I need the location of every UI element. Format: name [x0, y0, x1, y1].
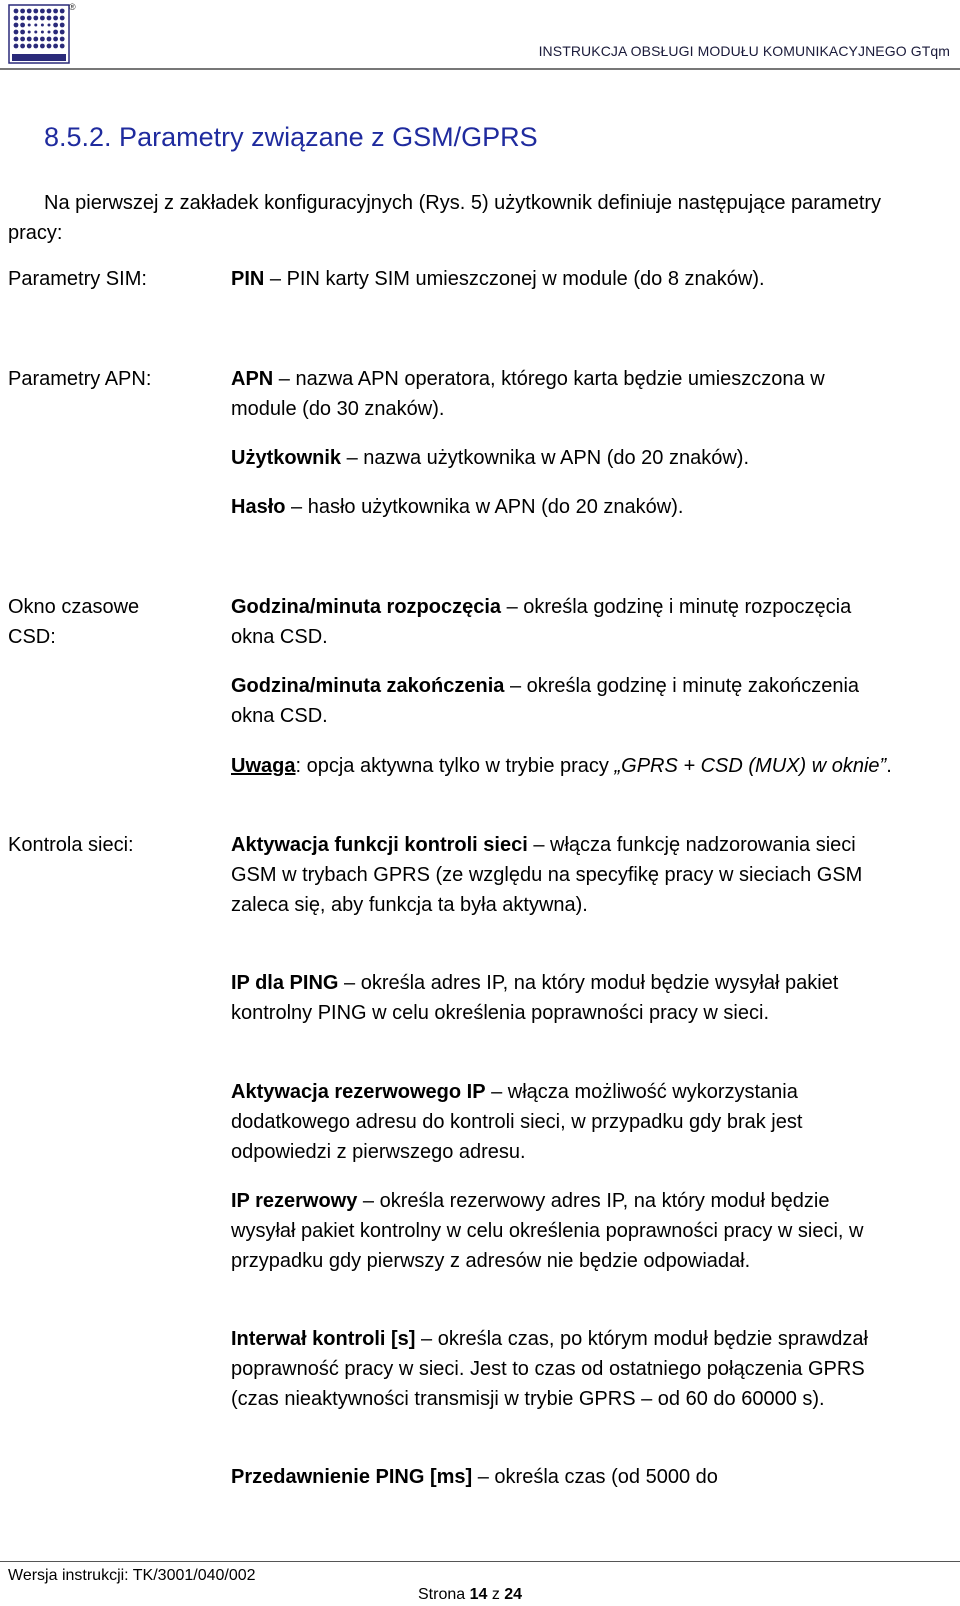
item-term: IP rezerwowy [231, 1190, 358, 1212]
backup-ip-activation-item [231, 1077, 871, 1167]
item-term: Aktywacja funkcji kontroli sieci [231, 834, 528, 856]
page-header [0, 0, 960, 72]
document-version: Wersja instrukcji: TK/3001/040/002 [8, 1567, 256, 1584]
logo-dot [60, 23, 65, 28]
logo-dot [53, 37, 58, 42]
logo-dot [53, 44, 58, 49]
item-term: Aktywacja rezerwowego IP [231, 1081, 486, 1103]
ping-timeout-item [231, 1462, 871, 1492]
footer-divider [0, 1561, 960, 1562]
apn-password-item [231, 492, 871, 522]
logo-dot [40, 44, 45, 49]
logo-dot [20, 37, 25, 42]
logo-dot [20, 44, 25, 49]
page-current: 14 [469, 1586, 488, 1603]
intro-paragraph [8, 188, 928, 248]
logo-dot [40, 16, 45, 21]
note-text: : opcja aktywna tylko w trybie pracy [295, 755, 615, 777]
csd-window-label: Okno czasowe CSD: [8, 596, 140, 648]
network-control-label: Kontrola sieci: [8, 834, 134, 856]
item-text: – określa godzinę i minutę zakończenia okna CSD. [231, 675, 860, 727]
item-term: IP dla PING [231, 972, 339, 994]
logo-dot [47, 37, 52, 42]
logo-dot [53, 30, 58, 35]
logo-dot [40, 37, 45, 42]
apn-user-item [231, 443, 871, 473]
logo-dot [14, 44, 19, 49]
logo-dot [27, 16, 32, 21]
header-divider [0, 68, 960, 70]
intro-text: Na pierwszej z zakładek konfiguracyjnych (Rys. 5) użytkownik definiuje następujące parametry pracy: [8, 192, 882, 244]
sim-pin-item [231, 264, 871, 294]
logo-dot [20, 9, 25, 14]
logo-dot [28, 24, 31, 27]
logo-dot [33, 44, 38, 49]
section-heading: 8.5.2. Parametry związane z GSM/GPRS [44, 122, 538, 152]
logo-dot [20, 30, 25, 35]
logo-dot [41, 24, 44, 27]
logo-dot [48, 24, 51, 27]
document-title: INSTRUKCJA OBSŁUGI MODUŁU KOMUNIKACYJNEGO GTqm [538, 43, 950, 59]
item-term: PIN [231, 268, 265, 290]
item-term: Użytkownik [231, 447, 342, 469]
sim-parameters-label: Parametry SIM: [8, 268, 147, 290]
logo-dot [14, 9, 19, 14]
item-text: – określa czas (od 5000 do [472, 1466, 718, 1488]
logo-dot [33, 16, 38, 21]
control-interval-item [231, 1324, 871, 1414]
logo-dot [20, 23, 25, 28]
network-activation-item [231, 830, 871, 920]
logo-dot [60, 16, 65, 21]
logo-dot [60, 37, 65, 42]
item-term: Godzina/minuta zakończenia [231, 675, 505, 697]
logo-dot [34, 24, 37, 27]
csd-note [231, 751, 909, 781]
note-mode: „GPRS + CSD (MUX) w oknie” [614, 755, 887, 777]
logo-dot [53, 16, 58, 21]
logo-dot [14, 16, 19, 21]
logo-dot [34, 31, 37, 34]
item-text: – nazwa APN operatora, którego karta będzie umieszczona w module (do 30 znaków). [231, 368, 825, 420]
logo-dot [14, 30, 19, 35]
logo-dot [27, 9, 32, 14]
item-term: APN [231, 368, 274, 390]
page-prefix: Strona [418, 1586, 470, 1603]
logo-dot [33, 9, 38, 14]
item-term: Przedawnienie PING [ms] [231, 1466, 473, 1488]
logo-dot [48, 31, 51, 34]
logo-dot [60, 44, 65, 49]
item-text: – nazwa użytkownika w APN (do 20 znaków). [341, 447, 749, 469]
item-term: Godzina/minuta rozpoczęcia [231, 596, 502, 618]
logo-dot [47, 9, 52, 14]
item-text: – hasło użytkownika w APN (do 20 znaków). [285, 496, 684, 518]
logo-dot [60, 30, 65, 35]
csd-end-item [231, 671, 871, 731]
logo-dot [33, 37, 38, 42]
item-text: – włącza funkcję nadzorowania sieci GSM w trybach GPRS (ze względu na specyfikę pracy w sieciach GSM zaleca się, aby funkcja ta była aktywna). [231, 834, 863, 916]
item-term: Interwał kontroli [s] [231, 1328, 416, 1350]
company-logo-icon [8, 4, 70, 64]
item-text: – określa czas, po którym moduł będzie sprawdzał poprawność pracy w sieci. Jest to czas od ostatniego połączenia GPRS (czas nieaktywności transmisji w trybie GPRS – od 60 do 60000 s). [231, 1328, 868, 1410]
page-number [418, 1586, 522, 1604]
logo-dot [40, 9, 45, 14]
note-term: Uwaga [231, 755, 296, 777]
page-total: 24 [504, 1586, 523, 1603]
apn-name-item [231, 364, 871, 424]
csd-start-item [231, 592, 871, 652]
apn-parameters-label: Parametry APN: [8, 368, 152, 390]
logo-dot [27, 44, 32, 49]
page-mid: z [487, 1586, 505, 1603]
item-text: – PIN karty SIM umieszczonej w module (do 8 znaków). [264, 268, 765, 290]
item-text: – włącza możliwość wykorzystania dodatkowego adresu do kontroli sieci, w przypadku gdy brak jest odpowiedzi z pierwszego adresu. [231, 1081, 803, 1163]
logo-dot [53, 9, 58, 14]
logo-dot [60, 9, 65, 14]
logo-dot [20, 16, 25, 21]
item-term: Hasło [231, 496, 286, 518]
logo-dot [14, 37, 19, 42]
item-text: – określa adres IP, na który moduł będzie wysyłał pakiet kontrolny PING w celu określenia poprawności pracy w sieci. [231, 972, 839, 1024]
logo-dot [14, 23, 19, 28]
logo-dot [47, 44, 52, 49]
logo-dot [47, 16, 52, 21]
item-text: – określa godzinę i minutę rozpoczęcia okna CSD. [231, 596, 852, 648]
logo-dot [41, 31, 44, 34]
note-end: . [886, 755, 892, 777]
item-text: – określa rezerwowy adres IP, na który moduł będzie wysyłał pakiet kontrolny w celu określenia poprawności pracy w sieci, w przypadku gdy pierwszy z adresów nie będzie odpowiadał. [231, 1190, 864, 1272]
registered-mark: ® [69, 2, 76, 12]
backup-ip-item [231, 1186, 871, 1276]
logo-dot [53, 23, 58, 28]
logo-dot [27, 37, 32, 42]
logo-dot [28, 31, 31, 34]
ping-ip-item [231, 968, 871, 1028]
